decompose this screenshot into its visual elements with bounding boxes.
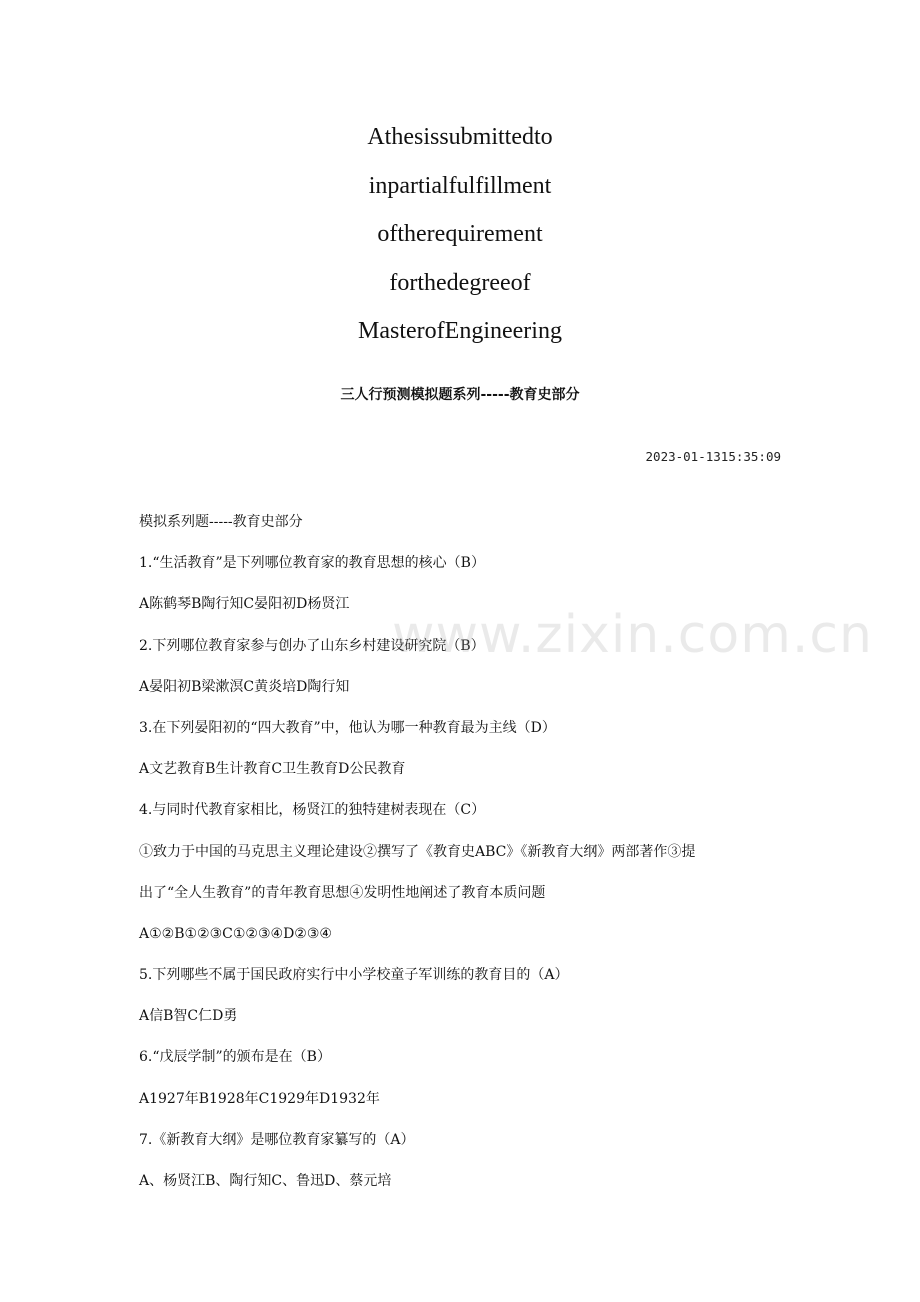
thesis-header: [0, 116, 920, 359]
answer-options: A信B智C仁D勇: [139, 1008, 238, 1025]
answer-options: A①②B①②③C①②③④D②③④: [139, 925, 332, 942]
question-text: 3.在下列晏阳初的“四大教育”中，他认为哪一种教育最为主线（D）: [139, 719, 556, 736]
answer-options: A陈鹤琴B陶行知C晏阳初D杨贤江: [139, 596, 350, 613]
section-heading: 模拟系列题-----教育史部分: [139, 514, 303, 530]
question-text: 1.“生活教育”是下列哪位教育家的教育思想的核心（B）: [139, 555, 485, 572]
question-text: 6.“戊辰学制”的颁布是在（B）: [139, 1049, 331, 1066]
question-text: 2.下列哪位教育家参与创办了山东乡村建设研究院（B）: [139, 637, 485, 654]
thesis-header-line: oftherequirement: [377, 221, 543, 247]
question-statement: ①致力于中国的马克思主义理论建设②撰写了《教育史ABC》《新教育大纲》两部著作③提: [139, 843, 696, 860]
question-text: 4.与同时代教育家相比，杨贤江的独特建树表现在（C）: [139, 802, 486, 819]
question-text: 5.下列哪些不属于国民政府实行中小学校童子军训练的教育目的（A）: [139, 967, 569, 984]
document-title: 三人行预测模拟题系列-----教育史部分: [340, 387, 580, 403]
answer-options: A晏阳初B梁漱溟C黄炎培D陶行知: [139, 678, 350, 695]
thesis-header-line: MasterofEngineering: [358, 318, 562, 344]
answer-options: A文艺教育B生计教育C卫生教育D公民教育: [139, 761, 406, 778]
answer-options: A、杨贤江B、陶行知C、鲁迅D、蔡元培: [139, 1173, 392, 1189]
document-body: [139, 509, 799, 1209]
thesis-header-line: inpartialfulfillment: [368, 172, 552, 199]
timestamp: 2023-01-1315:35:09: [645, 449, 781, 464]
answer-options: A1927年B1928年C1929年D1932年: [139, 1090, 380, 1107]
watermark: www.zixin.com.cn: [392, 605, 873, 665]
thesis-header-line: Athesissubmittedto: [367, 124, 553, 150]
thesis-header-line: forthedegreeof: [389, 269, 531, 296]
question-text: 7.《新教育大纲》是哪位教育家纂写的（A）: [139, 1131, 415, 1148]
question-statement: 出了“全人生教育”的青年教育思想④发明性地阐述了教育本质问题: [139, 884, 546, 901]
